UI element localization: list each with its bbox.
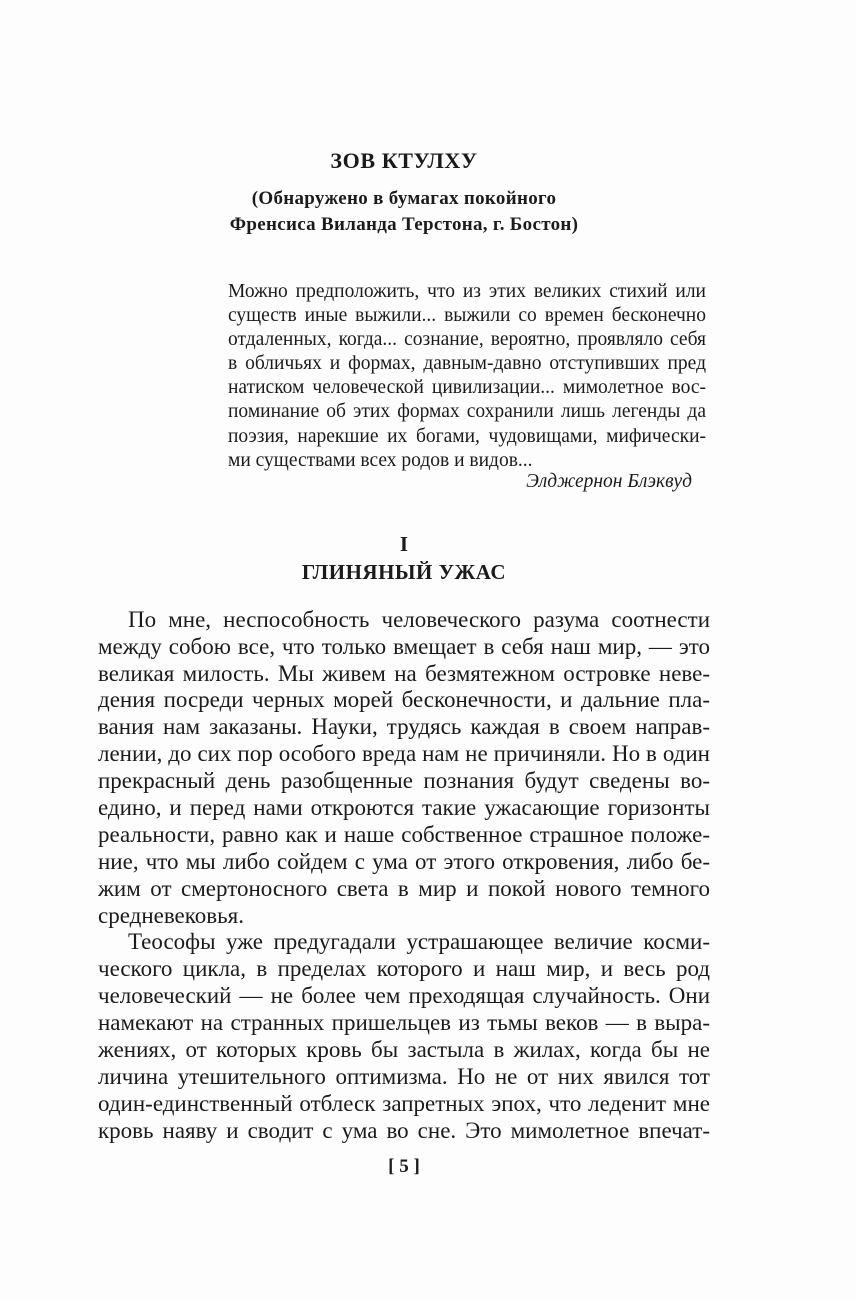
text-line: ние, что мы либо сойдем с ума от этого откровения, либо бе-	[98, 848, 710, 874]
text-line: поминание об этих формах сохранили лишь легенды да	[228, 401, 706, 423]
text-line: кровь наяву и сводит с ума во сне. Это мимолетное впечат-	[98, 1117, 710, 1143]
text-line: намекают на странных пришельцев из тьмы веков — в выра-	[98, 1010, 710, 1036]
story-title: ЗОВ КТУЛХУ	[330, 148, 478, 173]
text-line: натиском человеческой цивилизации... мимолетное вос-	[228, 377, 706, 399]
text-line: отдаленных, когда... сознание, вероятно, проявляло себя	[228, 329, 706, 351]
text-line: реальности, равно как и наше собственное страшное положе-	[98, 821, 710, 847]
text-line: Можно предположить, что из этих великих стихий или	[228, 281, 706, 302]
subtitle-line: (Обнаружено в бумагах покойного	[251, 188, 557, 209]
text-line: Теософы уже предугадали устрашающее величие косми-	[128, 929, 710, 955]
text-column	[98, 150, 710, 1145]
text-line: прекрасный день разобщенные познания будут сведены во-	[98, 768, 710, 794]
section-title: ГЛИНЯНЫЙ УЖАС	[301, 559, 507, 584]
text-line: ми существами всех родов и видов...	[228, 449, 533, 471]
text-line: жим от смертоносного света в мир и покой нового темного	[98, 875, 710, 901]
text-line: великая милость. Мы живем на безмятежном островке неве-	[98, 660, 710, 686]
text-line: человеческий — не более чем преходящая случайность. Они	[98, 983, 710, 1009]
text-line: дения посреди черных морей бесконечности, и дальние пла-	[98, 687, 710, 713]
paragraph	[98, 607, 710, 930]
epigraph-attribution: Элджернон Блэквуд	[526, 470, 692, 492]
text-line: жениях, от которых кровь бы застыла в жилах, когда бы не	[98, 1037, 710, 1062]
body-text	[98, 607, 710, 1145]
story-subtitle	[98, 186, 710, 238]
section-heading	[98, 531, 710, 584]
text-line: По мне, неспособность человеческого разума соотнести	[128, 606, 710, 632]
text-line: вания нам заказаны. Науки, трудясь каждая в своем направ-	[98, 714, 710, 740]
text-line: один-единственный отблеск запретных эпох, что леденит мне	[98, 1090, 710, 1116]
text-line: существ иные выжили... выжили со времен бесконечно	[228, 305, 706, 327]
epigraph-text	[228, 280, 706, 473]
text-line: едино, и перед нами откроются такие ужасающие горизонты	[98, 794, 710, 820]
text-line: личина утешительного оптимизма. Но не от них явился тот	[98, 1063, 710, 1089]
section-number: I	[399, 531, 409, 556]
text-line: лении, до сих пор особого вреда нам не причиняли. Но в один	[98, 741, 710, 767]
page-number: [ 5 ]	[388, 1156, 420, 1177]
text-line: поэзия, нарекшие их богами, чудовищами, мифически-	[228, 425, 706, 447]
subtitle-line: Френсиса Виланда Терстона, г. Бостон)	[229, 214, 579, 235]
paragraph	[98, 929, 710, 1144]
text-line: ческого цикла, в пределах которого и наш мир, и весь род	[98, 956, 710, 982]
text-line: между собою все, что только вмещает в себя наш мир, — это	[98, 633, 710, 659]
text-line: в обличьях и формах, давным-давно отступивших пред	[228, 353, 706, 375]
text-line: средневековья.	[98, 902, 244, 928]
